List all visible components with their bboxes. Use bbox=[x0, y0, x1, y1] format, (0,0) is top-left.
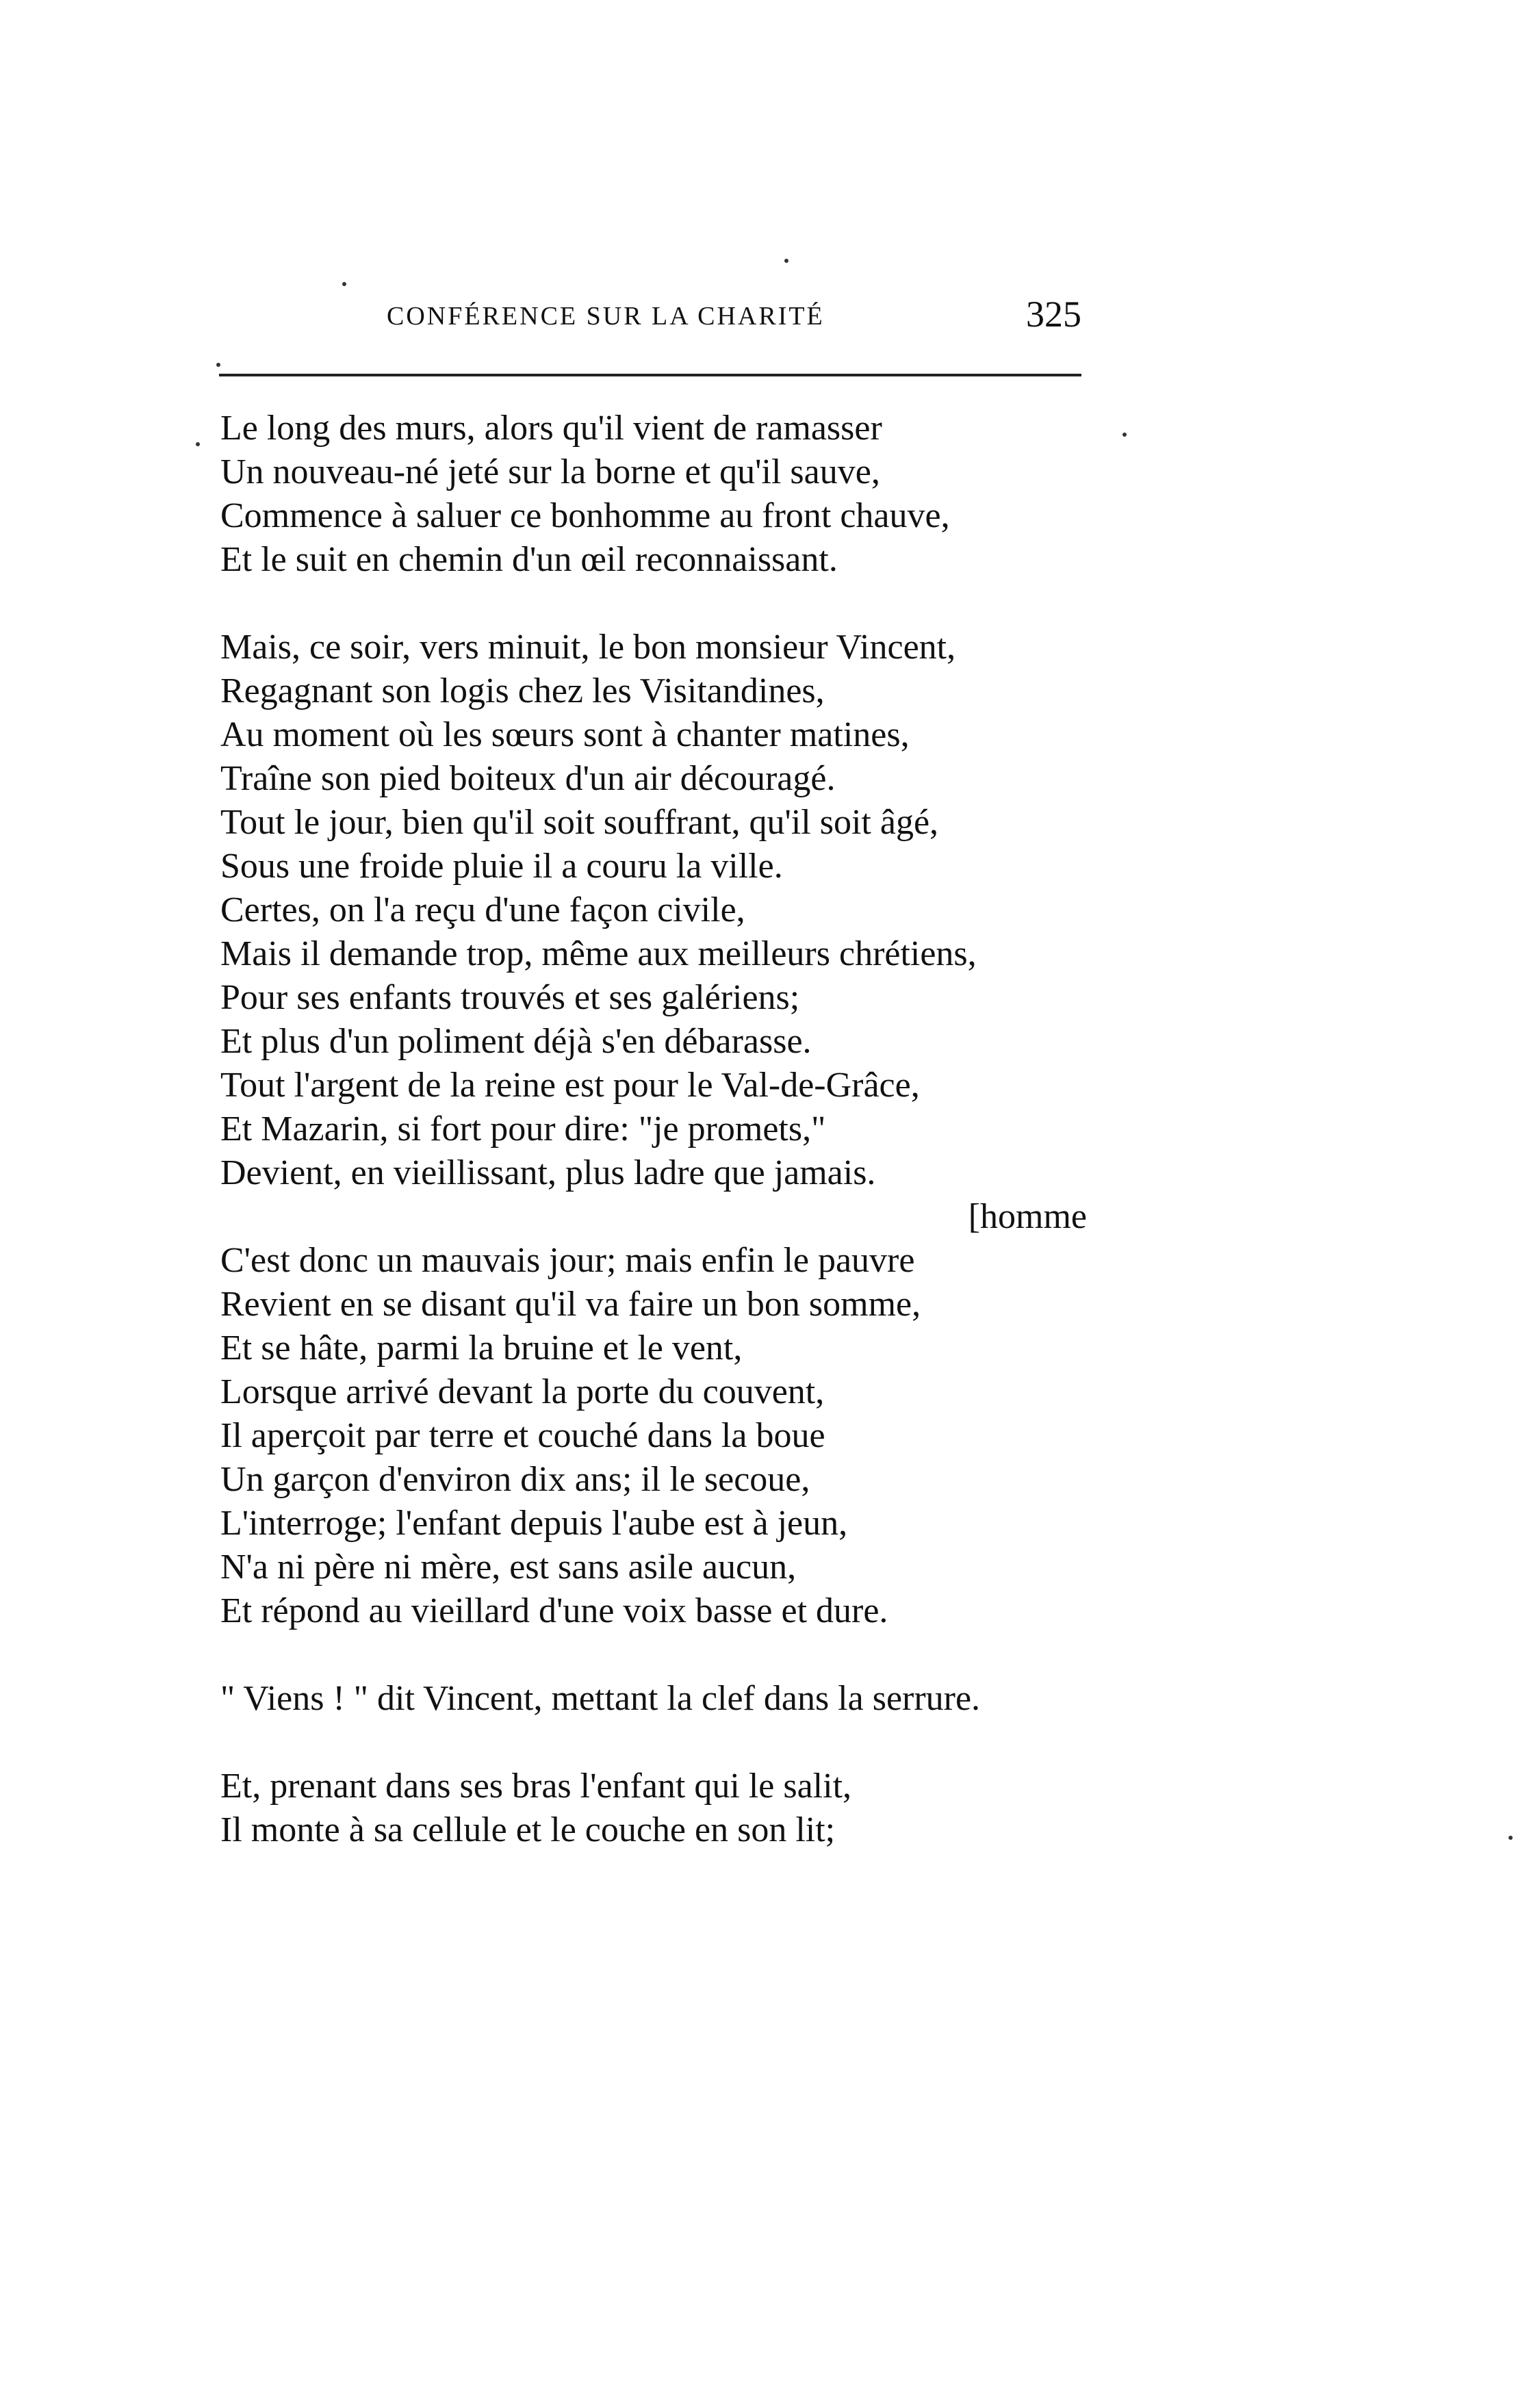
verse-line: Tout l'argent de la reine est pour le Val-de-Grâce, bbox=[220, 1066, 920, 1105]
verse-line: Commence à saluer ce bonhomme au front chauve, bbox=[220, 496, 950, 535]
verse-line: Lorsque arrivé devant la porte du couvent, bbox=[220, 1372, 825, 1411]
print-speck bbox=[216, 363, 220, 367]
verse-line: L'interroge; l'enfant depuis l'aube est à jeun, bbox=[220, 1504, 848, 1543]
stanza-break bbox=[220, 582, 1090, 626]
verse-line: Il monte à sa cellule et le couche en son lit; bbox=[220, 1810, 836, 1849]
verse-line: Et Mazarin, si fort pour dire: "je promets," bbox=[220, 1109, 826, 1149]
page-number: 325 bbox=[1026, 294, 1081, 335]
running-title: CONFÉRENCE SUR LA CHARITÉ bbox=[387, 302, 825, 331]
stanza-4 bbox=[220, 1765, 1090, 1852]
verse-line: N'a ni père ni mère, est sans asile aucun, bbox=[220, 1548, 797, 1587]
stanza-1 bbox=[220, 407, 1090, 582]
verse-turnover: [homme bbox=[968, 1197, 1087, 1236]
stanza-3 bbox=[220, 1677, 1090, 1721]
header-rule bbox=[219, 374, 1081, 376]
verse-line: " Viens ! " dit Vincent, mettant la clef dans la serrure. bbox=[220, 1679, 981, 1718]
verse-line: Traîne son pied boiteux d'un air découragé. bbox=[220, 759, 836, 798]
stanza-break bbox=[220, 1721, 1090, 1765]
verse-line: Pour ses enfants trouvés et ses galériens; bbox=[220, 978, 800, 1017]
print-speck bbox=[196, 442, 200, 446]
verse-line: Certes, on l'a reçu d'une façon civile, bbox=[220, 890, 745, 929]
verse-line: Et le suit en chemin d'un œil reconnaissant. bbox=[220, 540, 838, 579]
verse-line: C'est donc un mauvais jour; mais enfin le pauvre bbox=[220, 1241, 915, 1280]
verse-line: Tout le jour, bien qu'il soit souffrant, qu'il soit âgé, bbox=[220, 803, 939, 842]
poem-text bbox=[220, 407, 1090, 1852]
verse-line: Un garçon d'environ dix ans; il le secoue, bbox=[220, 1460, 810, 1499]
print-speck bbox=[784, 259, 788, 263]
verse-line: Mais, ce soir, vers minuit, le bon monsieur Vincent, bbox=[220, 628, 956, 667]
verse-line: Et, prenant dans ses bras l'enfant qui le salit, bbox=[220, 1767, 852, 1806]
verse-line: Et répond au vieillard d'une voix basse et dure. bbox=[220, 1591, 888, 1630]
running-head bbox=[219, 293, 1081, 348]
stanza-break bbox=[220, 1633, 1090, 1677]
print-speck bbox=[1509, 1836, 1513, 1840]
print-speck bbox=[342, 282, 346, 286]
print-speck bbox=[1122, 433, 1127, 437]
verse-line: Et plus d'un poliment déjà s'en débarasse. bbox=[220, 1022, 812, 1061]
verse-line: Mais il demande trop, même aux meilleurs chrétiens, bbox=[220, 934, 977, 973]
stanza-2 bbox=[220, 626, 1090, 1633]
verse-line: Regagnant son logis chez les Visitandines, bbox=[220, 671, 825, 710]
verse-line: Revient en se disant qu'il va faire un bon somme, bbox=[220, 1285, 921, 1324]
verse-line: Le long des murs, alors qu'il vient de ramasser bbox=[220, 409, 882, 448]
verse-line: Au moment où les sœurs sont à chanter matines, bbox=[220, 715, 910, 754]
verse-line: Et se hâte, parmi la bruine et le vent, bbox=[220, 1329, 743, 1368]
verse-line: Devient, en vieillissant, plus ladre que jamais. bbox=[220, 1153, 876, 1192]
verse-line: Sous une froide pluie il a couru la ville. bbox=[220, 847, 783, 886]
verse-line: Un nouveau-né jeté sur la borne et qu'il sauve, bbox=[220, 452, 880, 491]
verse-line: Il aperçoit par terre et couché dans la boue bbox=[220, 1416, 825, 1455]
